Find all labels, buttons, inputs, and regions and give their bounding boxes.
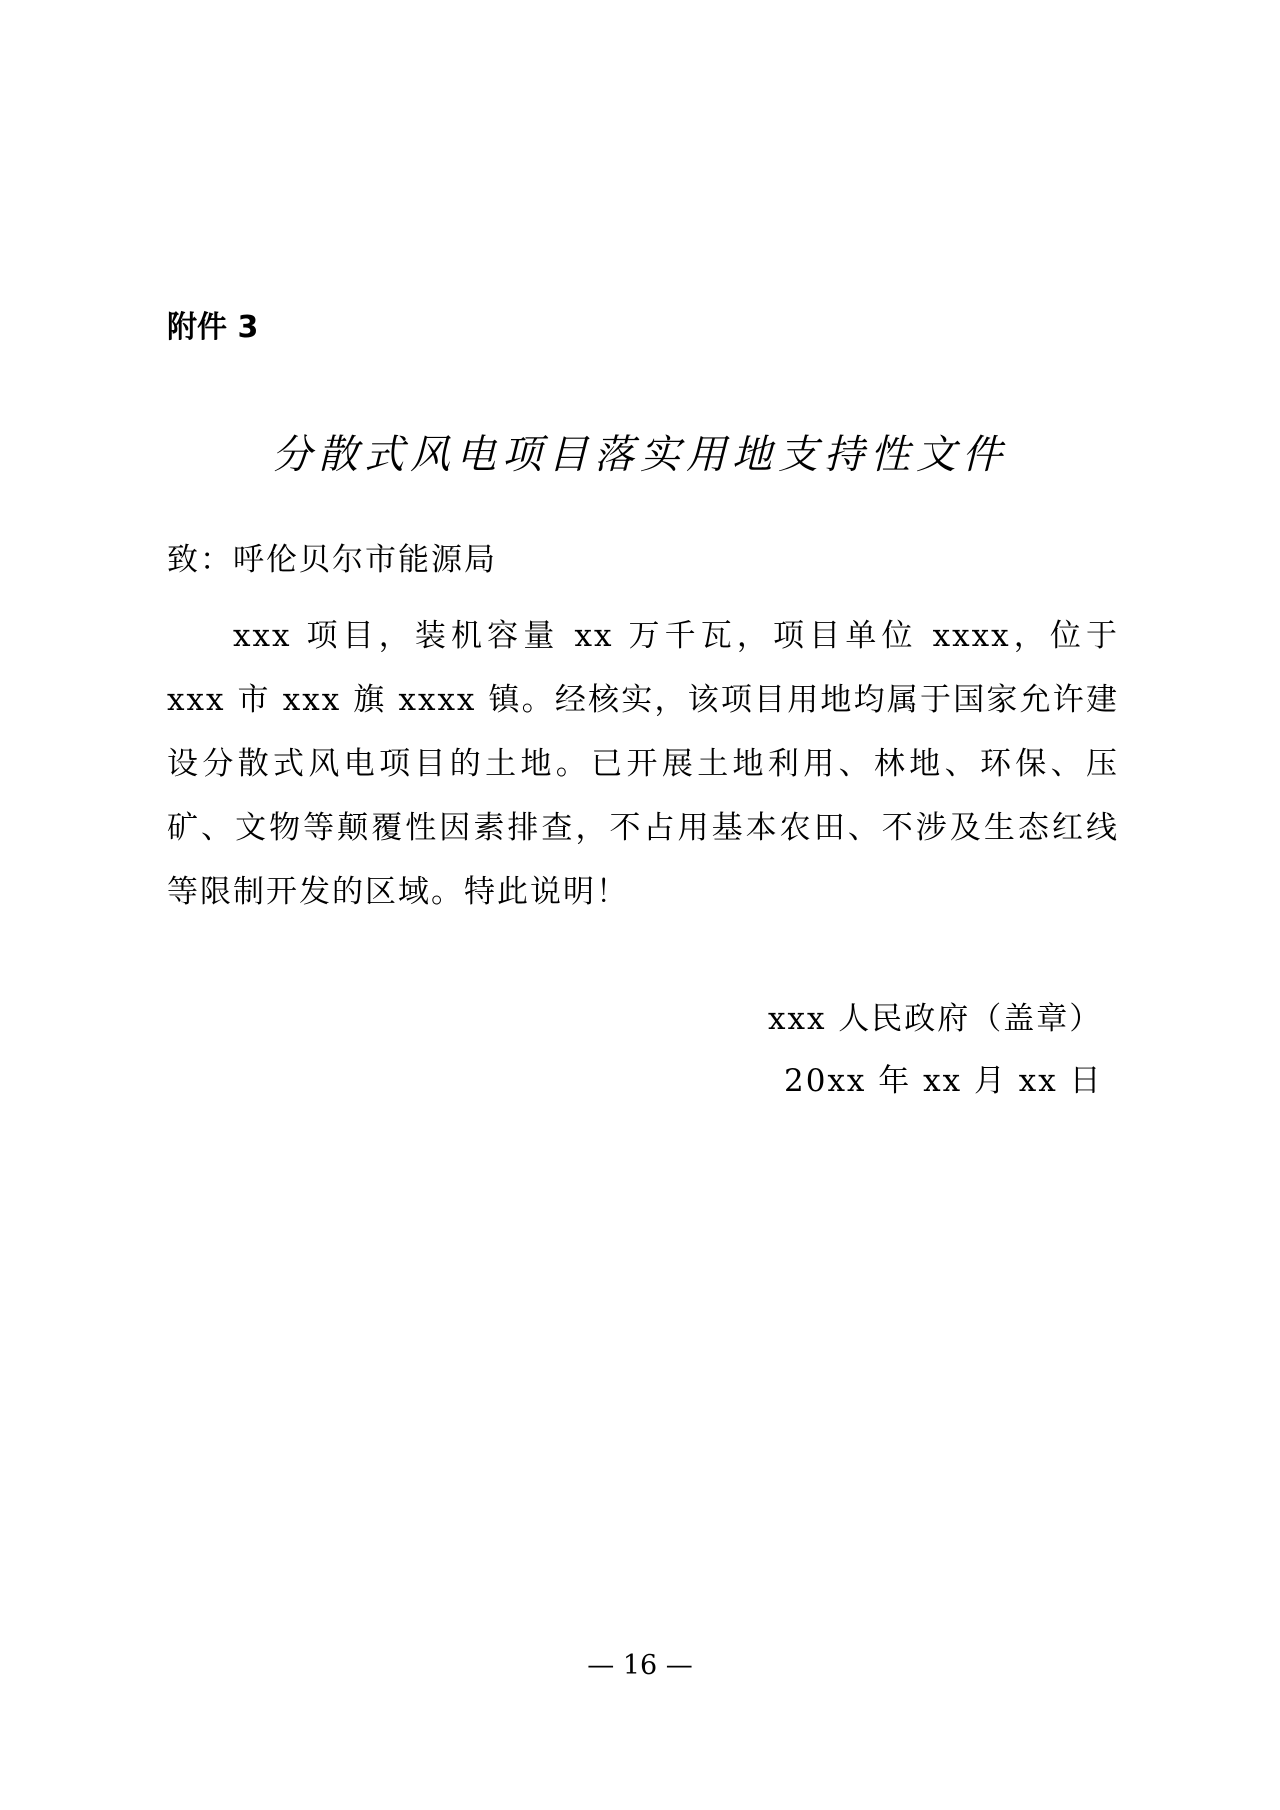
signature-date: 20xx 年 xx 月 xx 日 — [784, 1063, 1103, 1099]
page-number: — 16 — — [587, 1650, 693, 1681]
document-title: 分散式风电项目落实用地支持性文件 — [272, 432, 1008, 478]
attachment-label: 附件 3 — [167, 310, 259, 345]
addressee-line: 致：呼伦贝尔市能源局 — [167, 542, 497, 578]
signature-organization: xxx 人民政府（盖章） — [768, 1001, 1103, 1037]
body-paragraph: xxx 项目，装机容量 xx 万千瓦，项目单位 xxxx，位于 xxx 市 xxx 旗 xxxx 镇。经核实，该项目用地均属于国家允许建设分散式风电项目的土地。已开展土地利用、林地、环保、压矿、文物等颠覆性因素排查，不占用基本农田、不涉及生态红线等限制开发的区域。特此说明！ — [167, 618, 1119, 910]
